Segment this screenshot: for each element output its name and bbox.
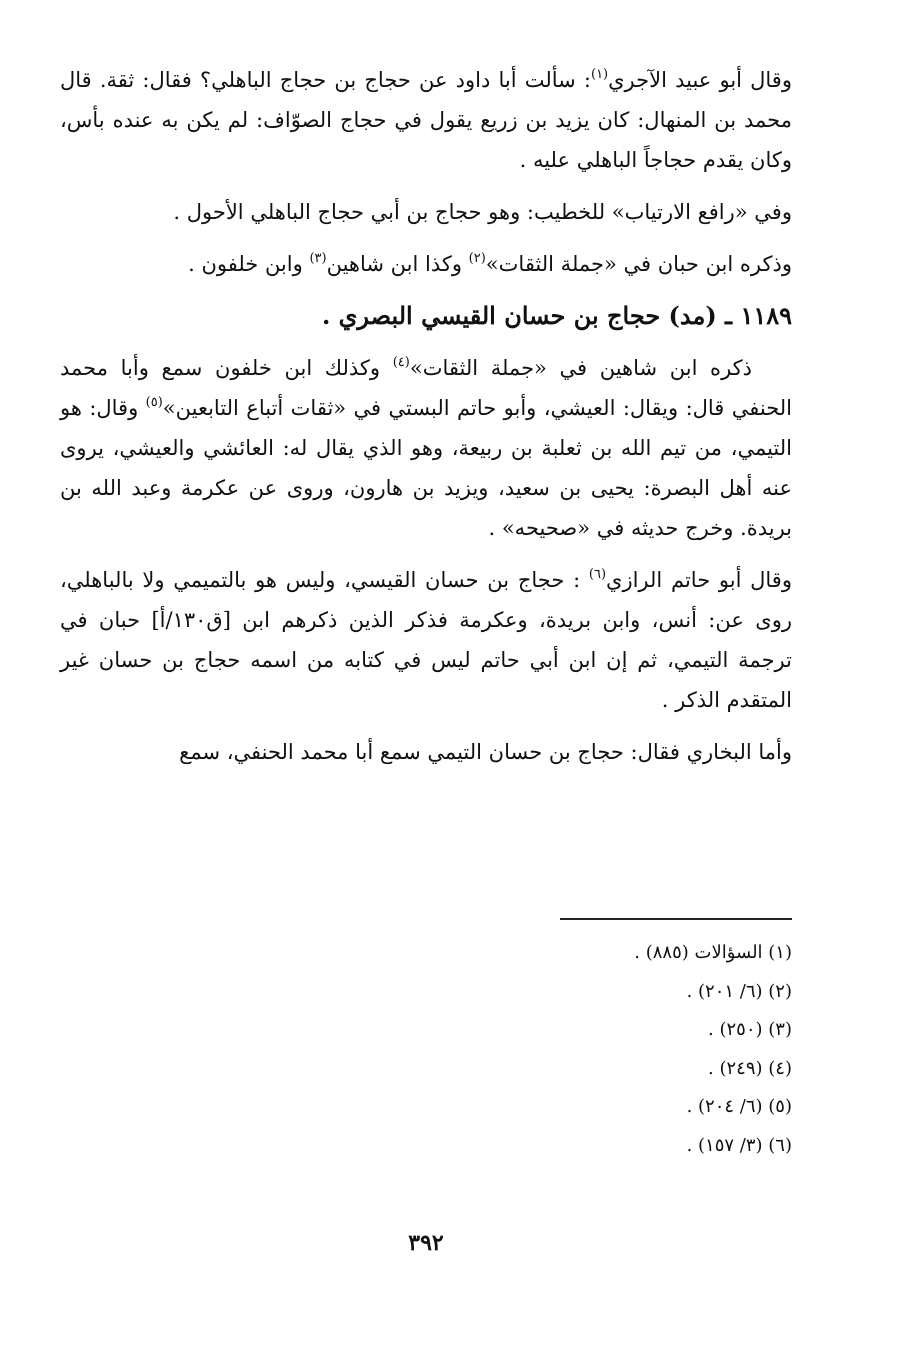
footnote-4: (٤) (٢٤٩) .: [708, 1057, 792, 1079]
footnote-2: (٢) (٦/ ٢٠١) .: [686, 980, 792, 1002]
footnote-5: (٥) (٦/ ٢٠٤) .: [686, 1096, 792, 1117]
footnotes: [60, 934, 792, 1165]
footnote-6: (٦) (٣/ ١٥٧) .: [686, 1134, 792, 1156]
document-page: [60, 60, 792, 1320]
paragraph-ibn-hibban: وذكره ابن حبان في «جملة الثقات»$^{(٢)}$ وكذا ابن شاهين$^{(٣)}$ وابن خلفون .: [188, 251, 792, 276]
paragraph-khatib: وفي «رافع الارتياب» للخطيب: وهو حجاج بن أبي حجاج الباهلي الأحول .: [173, 200, 792, 224]
footnote-ref-5[interactable]: (٥): [145, 395, 163, 410]
entry-heading: ١١٨٩ ـ (مد) حجاج بن حسان القيسي البصري .: [321, 301, 792, 330]
footnote-divider: [560, 918, 792, 920]
footnote-ref-1[interactable]: (١): [590, 67, 609, 82]
footnote-ref-6[interactable]: (٦): [588, 567, 607, 582]
footnote-ref-2[interactable]: (٢): [468, 251, 486, 266]
footnote-ref-4[interactable]: (٤): [392, 355, 410, 370]
paragraph-ibn-shahin: ذكره ابن شاهين في «جملة الثقات»$^{(٤)}$ وكذلك ابن خلفون سمع وأبا محمد الحنفي قال: ويقال: العيشي، وأبو حاتم البستي في «ثقات أتباع التابعين»$^{(٥)}$ وقال: هو التيمي، من تيم الله بن ثعلبة بن ربيعة، وهو الذي يقال له: العائشي والعيشي، يروى عنه أهل البصرة: يحيى بن سعيد، ويزيد بن هارون، وروى عن عكرمة وعبد الله بن بريدة. وخرج حديثه في «صحيحه» .: [60, 355, 792, 540]
paragraph-abu-hatim: وقال أبو حاتم الرازي$^{(٦)}$ : حجاج بن حسان القيسي، وليس هو بالتميمي ولا بالباهلي، روى عن: أنس، وابن بريدة، وعكرمة فذكر الذين ذكرهم ابن [ق١٣٠/أ] حبان في ترجمة التيمي، ثم إن ابن أبي حاتم ليس في كتابه من اسمه حجاج بن حسان غير المتقدم الذكر .: [60, 567, 792, 712]
footnote-1: (١) السؤالات (٨٨٥) .: [634, 942, 792, 963]
footnote-3: (٣) (٢٥٠) .: [708, 1019, 792, 1040]
page-number: ٣٩٢: [408, 1230, 444, 1256]
paragraph-bukhari: وأما البخاري فقال: حجاج بن حسان التيمي سمع أبا محمد الحنفي، سمع: [179, 740, 792, 764]
footnote-ref-3[interactable]: (٣): [309, 251, 327, 266]
paragraph-ajurri: وقال أبو عبيد الآجري$^{(١)}$: سألت أبا داود عن حجاج بن حجاج الباهلي؟ فقال: ثقة. قال محمد بن المنهال: كان يزيد بن زريع يقول في حجاج الصوّاف: لم يكن به عنده بأس، وكان يقدم حجاجاً الباهلي عليه .: [60, 67, 792, 172]
